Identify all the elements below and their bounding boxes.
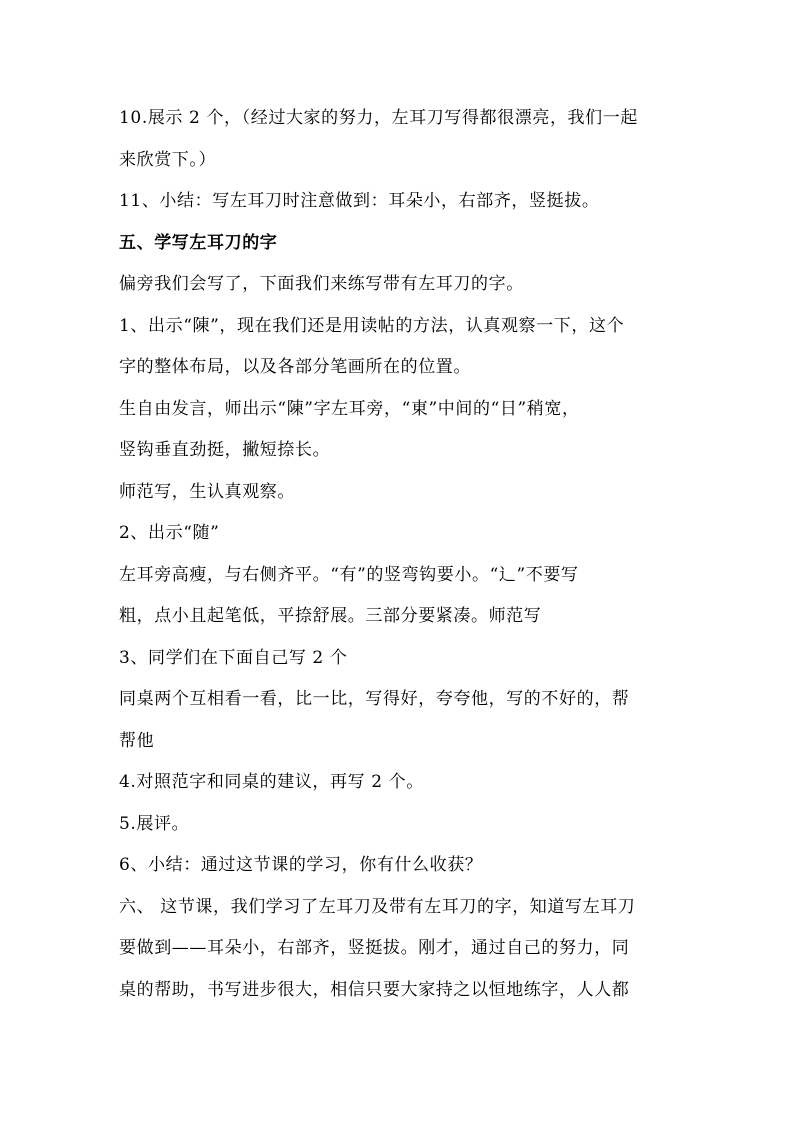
section-6-paragraph-continued-1: 要做到——耳朵小，右部齐，竖挺拔。刚才，通过自己的努力，同	[119, 938, 630, 958]
paragraph-teacher-demo: 师范写，生认真观察。	[119, 482, 295, 502]
paragraph-item-6: 6、小结：通过这节课的学习，你有什么收获？	[119, 855, 483, 875]
section-heading-5: 五、学写左耳刀的字	[119, 233, 278, 253]
paragraph-step-10-continued: 来欣赏下。）	[119, 150, 217, 170]
paragraph-item-2: 2、出示“随”	[119, 523, 220, 543]
paragraph-item-1-continued: 字的整体布局，以及各部分笔画所在的位置。	[119, 357, 471, 377]
paragraph-intro: 偏旁我们会写了，下面我们来练写带有左耳刀的字。	[119, 274, 524, 294]
section-6-paragraph-continued-2: 桌的帮助，书写进步很大，相信只要大家持之以恒地练字，人人都	[119, 980, 630, 1000]
paragraph-discussion-continued: 竖钩垂直劲挺，撇短捺长。	[119, 440, 331, 460]
paragraph-step-10: 10.展示 2 个，（经过大家的努力，左耳刀写得都很漂亮，我们一起	[119, 108, 638, 128]
paragraph-peer-review: 同桌两个互相看一看，比一比，写得好，夸夸他，写的不好的，帮	[119, 689, 630, 709]
section-6-paragraph: 六、 这节课，我们学习了左耳刀及带有左耳刀的字，知道写左耳刀	[119, 897, 636, 917]
paragraph-step-11-summary: 11、小结：写左耳刀时注意做到：耳朵小，右部齐，竖挺拔。	[119, 191, 600, 211]
paragraph-item-3: 3、同学们在下面自己写 2 个	[119, 648, 348, 668]
paragraph-item-5: 5.展评。	[119, 814, 190, 834]
paragraph-item-2-notes-continued: 粗，点小且起笔低，平捺舒展。三部分要紧凑。师范写	[119, 606, 542, 626]
paragraph-item-1: 1、出示“陳”，现在我们还是用读帖的方法，认真观察一下，这个	[119, 316, 625, 336]
paragraph-discussion: 生自由发言，师出示“陳”字左耳旁，“東”中间的“日”稍宽，	[119, 399, 580, 419]
paragraph-item-4: 4.对照范字和同桌的建议，再写 2 个。	[119, 772, 424, 792]
paragraph-peer-review-continued: 帮他	[119, 731, 155, 751]
paragraph-item-2-notes: 左耳旁高瘦，与右侧齐平。“有”的竖弯钩要小。“辶”不要写	[119, 565, 579, 585]
